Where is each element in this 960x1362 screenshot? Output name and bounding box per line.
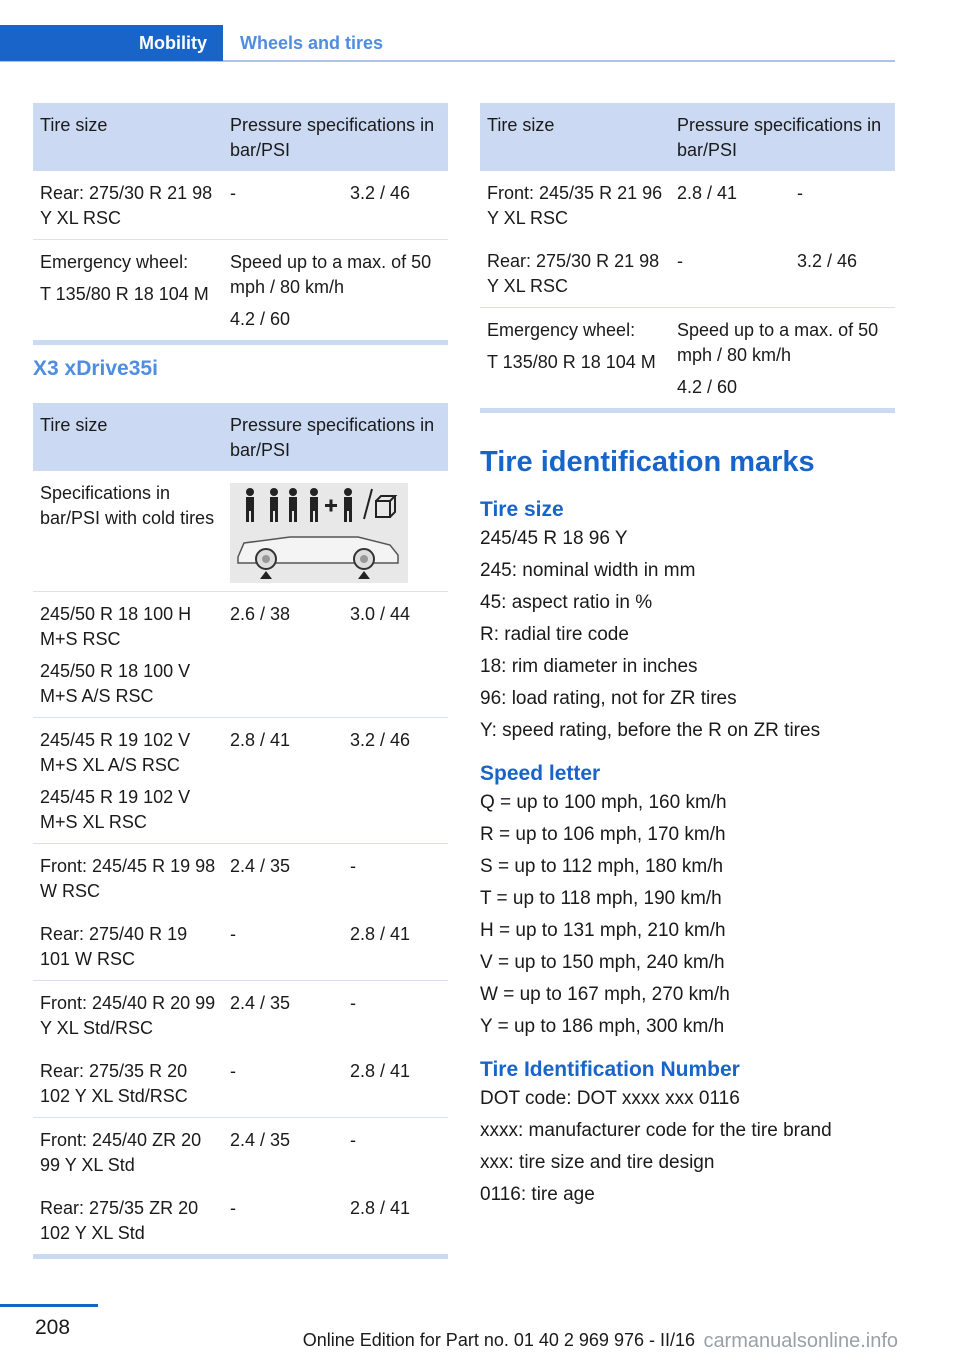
tire-size-cell: Rear: 275/30 R 21 98 Y XL RSC xyxy=(40,183,213,228)
section-title: X3 xDrive35i xyxy=(33,357,158,380)
tab-mobility[interactable]: Mobility xyxy=(0,25,223,61)
rear-pressure-cell: 2.8 / 41 xyxy=(350,924,411,944)
table-row xyxy=(480,171,895,239)
rear-pressure-cell: - xyxy=(797,183,803,203)
text-line: V = up to 150 mph, 240 km/h xyxy=(480,952,725,973)
load-pictogram xyxy=(230,483,408,583)
front-pressure-cell: - xyxy=(677,251,683,271)
text-line: W = up to 167 mph, 270 km/h xyxy=(480,984,730,1005)
footer-accent-bar xyxy=(0,1304,98,1307)
text-line: 18: rim diameter in inches xyxy=(480,656,698,677)
front-pressure-cell: 2.6 / 38 xyxy=(230,604,291,624)
tire-size-cell xyxy=(480,308,670,408)
header-tire-size: Tire size xyxy=(487,115,555,135)
pressure-cell xyxy=(223,240,448,340)
header-tire-size: Tire size xyxy=(40,115,108,135)
table-row xyxy=(33,240,448,340)
text-line: R: radial tire code xyxy=(480,624,629,645)
rear-pressure-cell: - xyxy=(350,993,356,1013)
tire-size-cell: Front: 245/40 R 20 99 Y XL Std/RSC xyxy=(40,993,216,1038)
tire-size-cell: Rear: 275/30 R 21 98 Y XL RSC xyxy=(487,251,660,296)
speed-letter-heading: Speed letter xyxy=(480,762,601,785)
tin-heading: Tire Identification Number xyxy=(480,1058,740,1081)
tire-size-cell xyxy=(33,240,223,340)
front-pressure-cell: 2.4 / 35 xyxy=(230,856,291,876)
page-header xyxy=(0,25,895,62)
tire-size-cell: Rear: 275/35 ZR 20 102 Y XL Std xyxy=(40,1198,199,1243)
front-pressure-cell: 2.4 / 35 xyxy=(230,993,291,1013)
text-line: Q = up to 100 mph, 160 km/h xyxy=(480,792,727,813)
table-row xyxy=(33,171,448,240)
tire-size-text: 245/50 R 18 100 H M+S RSC xyxy=(40,604,192,649)
text-line: T = up to 118 mph, 190 km/h xyxy=(480,888,722,909)
section-heading: Tire identification marks xyxy=(480,446,815,478)
table-row xyxy=(33,912,448,981)
front-pressure-cell: 2.8 / 41 xyxy=(230,730,291,750)
front-pressure-cell: 2.4 / 35 xyxy=(230,1130,291,1150)
tire-size-cell xyxy=(33,592,223,717)
pressure-value: 4.2 / 60 xyxy=(230,309,291,329)
text-line: DOT code: DOT xxxx xxx 0116 xyxy=(480,1088,740,1109)
tire-size-text: 245/45 R 19 102 V M+S XL RSC xyxy=(40,787,191,832)
table-row xyxy=(33,471,448,592)
watermark: carmanualsonline.info xyxy=(703,1330,898,1352)
rear-pressure-cell: 2.8 / 41 xyxy=(350,1061,411,1081)
rear-pressure-cell: 3.2 / 46 xyxy=(350,730,411,750)
pressure-cell xyxy=(670,308,895,408)
rear-pressure-cell: 3.2 / 46 xyxy=(797,251,858,271)
load-pictogram-cell xyxy=(223,471,448,591)
spec-description: Specifications in bar/PSI with cold tires xyxy=(40,483,215,528)
front-pressure-cell: - xyxy=(230,183,236,203)
tire-identification-section xyxy=(480,444,895,1211)
edition-text: Online Edition for Part no. 01 40 2 969 976 - II/16 xyxy=(302,1330,695,1350)
table-header xyxy=(33,403,448,471)
rear-pressure-cell: - xyxy=(350,1130,356,1150)
pressure-table-x3-xdrive35i xyxy=(33,403,448,1259)
table-row xyxy=(33,981,448,1049)
text-line: H = up to 131 mph, 210 km/h xyxy=(480,920,726,941)
header-tire-size: Tire size xyxy=(40,415,108,435)
emergency-wheel-label: Emergency wheel: xyxy=(40,252,189,272)
text-line: Y = up to 186 mph, 300 km/h xyxy=(480,1016,725,1037)
header-pressure: Pressure specifications in bar/PSI xyxy=(230,115,435,160)
text-line: xxxx: manufacturer code for the tire brand xyxy=(480,1120,832,1141)
tire-size-heading: Tire size xyxy=(480,498,564,521)
tire-size-cell: Front: 245/35 R 21 96 Y XL RSC xyxy=(487,183,663,228)
text-line: S = up to 112 mph, 180 km/h xyxy=(480,856,724,877)
rear-pressure-cell: 3.0 / 44 xyxy=(350,604,411,624)
rear-pressure-cell: - xyxy=(350,856,356,876)
emergency-wheel-size: T 135/80 R 18 104 M xyxy=(40,284,209,304)
table-row xyxy=(33,718,448,844)
text-line: 0116: tire age xyxy=(480,1184,595,1205)
table-row xyxy=(33,1118,448,1186)
pressure-value: 4.2 / 60 xyxy=(677,377,738,397)
front-pressure-cell: - xyxy=(230,1198,236,1218)
text-line: xxx: tire size and tire design xyxy=(480,1152,715,1173)
rear-pressure-cell: 3.2 / 46 xyxy=(350,183,411,203)
tire-size-cell: Front: 245/40 ZR 20 99 Y XL Std xyxy=(40,1130,202,1175)
rear-pressure-cell: 2.8 / 41 xyxy=(350,1198,411,1218)
pressure-table-top-right xyxy=(480,103,895,413)
front-pressure-cell: - xyxy=(230,1061,236,1081)
text-line: R = up to 106 mph, 170 km/h xyxy=(480,824,726,845)
car-load-icon xyxy=(230,483,408,583)
tire-size-cell: Rear: 275/35 R 20 102 Y XL Std/RSC xyxy=(40,1061,188,1106)
text-line: 96: load rating, not for ZR tires xyxy=(480,688,737,709)
table-row xyxy=(33,592,448,718)
speed-note: Speed up to a max. of 50 mph / 80 km/h xyxy=(230,252,432,297)
table-row xyxy=(480,308,895,408)
front-pressure-cell: 2.8 / 41 xyxy=(677,183,738,203)
tab-wheels-and-tires[interactable]: Wheels and tires xyxy=(240,33,384,53)
table-header xyxy=(480,103,895,171)
text-line: 45: aspect ratio in % xyxy=(480,592,653,613)
page-number: 208 xyxy=(35,1316,71,1339)
text-line: 245/45 R 18 96 Y xyxy=(480,528,628,549)
text-line: Y: speed rating, before the R on ZR tires xyxy=(480,720,821,741)
tire-size-text: 245/50 R 18 100 V M+S A/S RSC xyxy=(40,661,191,706)
tire-size-cell: Rear: 275/40 R 19 101 W RSC xyxy=(40,924,188,969)
tire-size-cell xyxy=(33,718,223,843)
speed-note: Speed up to a max. of 50 mph / 80 km/h xyxy=(677,320,879,365)
emergency-wheel-label: Emergency wheel: xyxy=(487,320,636,340)
emergency-wheel-size: T 135/80 R 18 104 M xyxy=(487,352,656,372)
table-row xyxy=(33,1049,448,1118)
table-row xyxy=(33,1186,448,1254)
table-row xyxy=(33,844,448,912)
tire-size-text: 245/45 R 19 102 V M+S XL A/S RSC xyxy=(40,730,191,775)
front-pressure-cell: - xyxy=(230,924,236,944)
tire-size-cell: Front: 245/45 R 19 98 W RSC xyxy=(40,856,216,901)
pressure-table-top-left xyxy=(33,103,448,345)
table-row xyxy=(480,239,895,308)
header-pressure: Pressure specifications in bar/PSI xyxy=(677,115,882,160)
text-line: 245: nominal width in mm xyxy=(480,560,696,581)
header-pressure: Pressure specifications in bar/PSI xyxy=(230,415,435,460)
table-header xyxy=(33,103,448,171)
